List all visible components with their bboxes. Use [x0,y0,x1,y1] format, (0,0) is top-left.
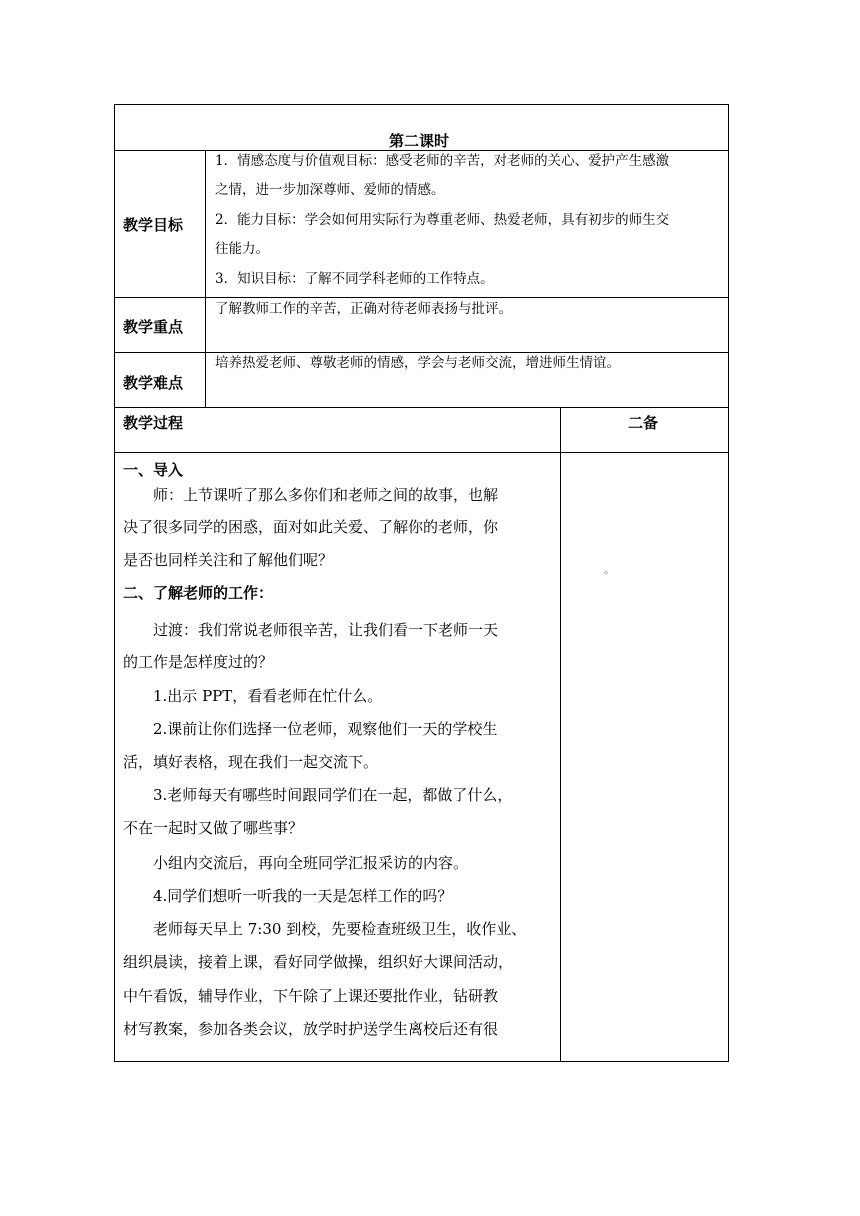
process-line-2: 师：上节课听了那么多你们和老师之间的故事，也解 [153,486,499,504]
process-line-7: 的工作是怎样度过的？ [123,653,274,671]
table-right-border [728,104,729,1062]
second-prep-column-divider [560,407,561,1062]
process-line-17: 中午看饭，辅导作业，下午除了上课还要批作业，钻研教 [123,987,499,1005]
process-line-13: 小组内交流后，再向全班同学汇报采访的内容。 [153,854,469,872]
process-line-10: 活，填好表格，现在我们一起交流下。 [123,753,379,771]
lesson-title: 第二课时 [389,132,450,150]
difficulty-text: 培养热爱老师、尊敬老师的情感，学会与老师交流，增进师生情谊。 [215,355,620,371]
second-prep-header: 二备 [628,414,659,432]
process-line-1: 一、导入 [123,461,184,479]
process-line-3: 决了很多同学的困惑，面对如此关爱、了解你的老师，你 [123,518,499,536]
keypoint-text: 了解教师工作的辛苦，正确对待老师表扬与批评。 [215,301,512,317]
process-line-11: 3.老师每天有哪些时间跟同学们在一起，都做了什么， [153,786,513,804]
label-column-divider [205,150,206,408]
margin-mark: 。 [604,563,615,576]
process-line-12: 不在一起时又做了哪些事？ [123,819,304,837]
process-line-16: 组织晨读，接着上课，看好同学做操，组织好大课间活动， [123,953,514,971]
objectives-line-4: 往能力。 [215,241,269,257]
objectives-line-3: 2．能力目标：学会如何用实际行为尊重老师、热爱老师，具有初步的师生交 [215,212,670,228]
process-line-14: 4.同学们想听一听我的一天是怎样工作的吗？ [153,887,453,905]
table-bottom-border [114,1061,729,1062]
objectives-label: 教学目标 [123,216,184,234]
objectives-line-5: 3．知识目标：了解不同学科老师的工作特点。 [215,271,494,287]
table-left-border [114,104,115,1062]
objectives-line-2: 之情，进一步加深尊师、爱师的情感。 [215,182,445,198]
keypoint-label: 教学重点 [123,318,184,336]
process-line-5: 二、了解老师的工作： [123,584,274,602]
process-line-9: 2.课前让你们选择一位老师，观察他们一天的学校生 [153,720,498,738]
difficulty-row-bottom-border [114,407,729,408]
difficulty-label: 教学难点 [123,374,184,392]
process-line-4: 是否也同样关注和了解他们呢？ [123,551,334,569]
objectives-line-1: 1．情感态度与价值观目标：感受老师的辛苦，对老师的关心、爱护产生感激 [215,153,670,169]
process-line-6: 过渡：我们常说老师很辛苦，让我们看一下老师一天 [153,621,499,639]
process-header: 教学过程 [123,414,184,432]
process-line-8: 1.出示 PPT，看看老师在忙什么。 [153,687,383,705]
table-top-border [114,104,729,105]
process-line-15: 老师每天早上 7:30 到校，先要检查班级卫生，收作业、 [153,920,527,938]
process-header-bottom-border [114,452,729,453]
process-line-18: 材写教案，参加各类会议，放学时护送学生离校后还有很 [123,1020,499,1038]
